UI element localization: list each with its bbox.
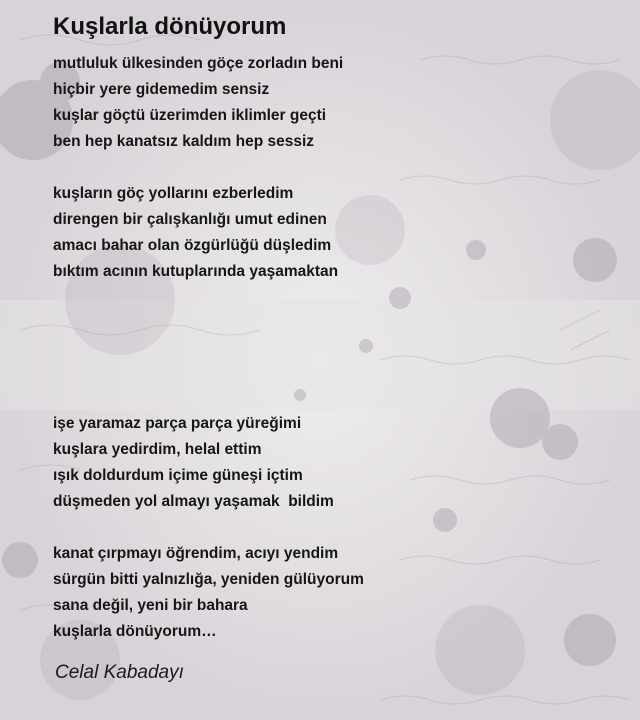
poem-author: Celal Kabadayı — [55, 662, 184, 683]
poem-line: ışık doldurdum içime güneşi içtim — [53, 467, 303, 484]
poem-line: kuşlara yedirdim, helal ettim — [53, 441, 262, 458]
poem-stanza-4 — [53, 541, 364, 645]
poem-stanza-2 — [53, 181, 338, 285]
poem-line: sürgün bitti yalnızlığa, yeniden gülüyorum — [53, 571, 364, 588]
poem-title: Kuşlarla dönüyorum — [53, 13, 287, 40]
poem-line: düşmeden yol almayı yaşamak bildim — [53, 493, 334, 510]
poem-line: mutluluk ülkesinden göçe zorladın beni — [53, 55, 344, 72]
poem-line: bıktım acının kutuplarında yaşamaktan — [53, 263, 339, 280]
poem-line: sana değil, yeni bir bahara — [53, 597, 248, 614]
poem-line: direngen bir çalışkanlığı umut edinen — [53, 211, 327, 228]
poem-line: kanat çırpmayı öğrendim, acıyı yendim — [53, 545, 339, 562]
poem-line: ben hep kanatsız kaldım hep sessiz — [53, 133, 315, 150]
poem-line: kuşlarla dönüyorum… — [53, 623, 217, 640]
poem-stanza-3 — [53, 411, 334, 515]
poem-line: işe yaramaz parça parça yüreğimi — [53, 415, 302, 432]
poem-line: kuşların göç yollarını ezberledim — [53, 185, 294, 202]
poem-line: hiçbir yere gidemedim sensiz — [53, 81, 270, 98]
poem-line: amacı bahar olan özgürlüğü düşledim — [53, 237, 332, 254]
poem-line: kuşlar göçtü üzerimden iklimler geçti — [53, 107, 327, 124]
poem-stanza-1 — [53, 51, 343, 155]
